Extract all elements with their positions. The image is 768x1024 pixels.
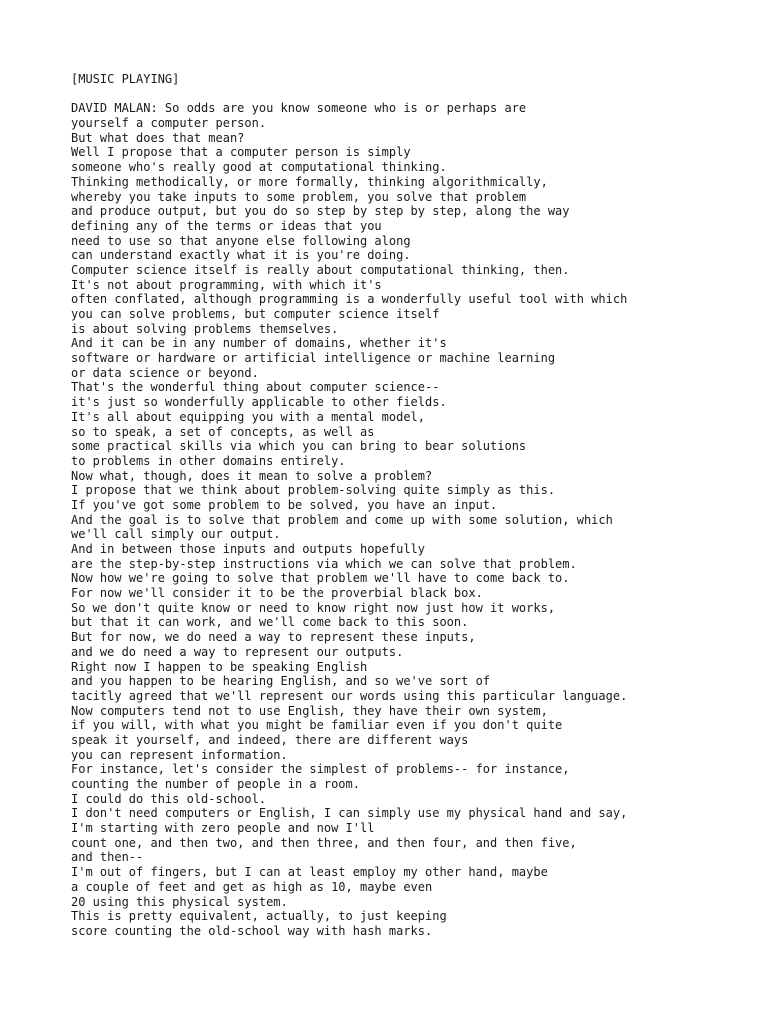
transcript-line: if you will, with what you might be familiar even if you don't quite	[71, 718, 563, 733]
transcript-line: For instance, let's consider the simplest of problems-- for instance,	[71, 762, 570, 777]
transcript-line: some practical skills via which you can bring to bear solutions	[71, 439, 527, 454]
transcript-line: [MUSIC PLAYING]	[71, 72, 180, 86]
transcript-line: And it can be in any number of domains, whether it's	[71, 336, 447, 351]
transcript-line: yourself a computer person.	[71, 116, 267, 131]
transcript-line: Computer science itself is really about computational thinking, then.	[71, 262, 570, 277]
transcript-line: That's the wonderful thing about computer science--	[71, 380, 440, 395]
transcript-line: but that it can work, and we'll come back to this soon.	[71, 615, 469, 630]
transcript-line: whereby you take inputs to some problem, you solve that problem	[71, 189, 527, 204]
transcript-line: so to speak, a set of concepts, as well as	[71, 424, 375, 439]
transcript-line: is about solving problems themselves.	[71, 321, 339, 336]
transcript-line: score counting the old-school way with hash marks.	[71, 923, 433, 938]
transcript-line: speak it yourself, and indeed, there are different ways	[71, 732, 469, 747]
transcript-line: and we do need a way to represent our outputs.	[71, 644, 404, 659]
transcript-line: But what does that mean?	[71, 130, 245, 145]
transcript-line: I could do this old-school.	[71, 791, 267, 806]
transcript-text	[71, 72, 627, 939]
transcript-line: Now how we're going to solve that problem we'll have to come back to.	[71, 571, 570, 586]
transcript-line: So we don't quite know or need to know right now just how it works,	[71, 600, 556, 615]
transcript-line: tacitly agreed that we'll represent our words using this particular language.	[71, 688, 628, 703]
transcript-line: to problems in other domains entirely.	[71, 453, 346, 468]
transcript-line: And in between those inputs and outputs hopefully	[71, 542, 426, 556]
transcript-line: For now we'll consider it to be the proverbial black box.	[71, 586, 483, 601]
transcript-line: can understand exactly what it is you're doing.	[71, 248, 411, 263]
transcript-line: count one, and then two, and then three, and then four, and then five,	[71, 835, 577, 850]
transcript-line: I'm out of fingers, but I can at least employ my other hand, maybe	[71, 865, 548, 880]
transcript-line	[71, 87, 627, 102]
transcript-line: Right now I happen to be speaking English	[71, 659, 368, 674]
transcript-line: This is pretty equivalent, actually, to just keeping	[71, 909, 447, 924]
transcript-line: I don't need computers or English, I can simply use my physical hand and say,	[71, 806, 628, 821]
transcript-line: need to use so that anyone else following along	[71, 233, 411, 248]
transcript-line: and you happen to be hearing English, and so we've sort of	[71, 674, 491, 689]
transcript-line: you can solve problems, but computer science itself	[71, 307, 440, 321]
transcript-line: It's not about programming, with which it's	[71, 277, 382, 292]
transcript-line: counting the number of people in a room.	[71, 777, 360, 791]
transcript-line: If you've got some problem to be solved, you have an input.	[71, 497, 498, 512]
transcript-line: I propose that we think about problem-solving quite simply as this.	[71, 483, 556, 498]
transcript-line: software or hardware or artificial intelligence or machine learning	[71, 351, 556, 366]
transcript-line: Thinking methodically, or more formally, thinking algorithmically,	[71, 174, 548, 189]
transcript-line: we'll call simply our output.	[71, 527, 281, 542]
transcript-line: or data science or beyond.	[71, 365, 259, 380]
transcript-line: a couple of feet and get as high as 10, maybe even	[71, 879, 433, 894]
transcript-line: Now computers tend not to use English, they have their own system,	[71, 703, 548, 718]
transcript-line: it's just so wonderfully applicable to other fields.	[71, 395, 447, 410]
transcript-line: I'm starting with zero people and now I'll	[71, 821, 375, 836]
transcript-line: And the goal is to solve that problem and come up with some solution, which	[71, 512, 613, 527]
transcript-line: 20 using this physical system.	[71, 894, 288, 909]
transcript-line: and produce output, but you do so step by step by step, along the way	[71, 204, 570, 219]
transcript-line: and then--	[71, 850, 144, 865]
transcript-line: Well I propose that a computer person is simply	[71, 145, 411, 160]
transcript-line: someone who's really good at computational thinking.	[71, 160, 447, 175]
transcript-line: often conflated, although programming is a wonderfully useful tool with which	[71, 292, 628, 307]
transcript-line: defining any of the terms or ideas that you	[71, 218, 382, 233]
transcript-line: you can represent information.	[71, 747, 288, 762]
transcript-line: are the step-by-step instructions via which we can solve that problem.	[71, 556, 577, 571]
transcript-line: DAVID MALAN: So odds are you know someone who is or perhaps are	[71, 101, 527, 116]
transcript-line: But for now, we do need a way to represent these inputs,	[71, 630, 476, 645]
transcript-line: Now what, though, does it mean to solve a problem?	[71, 468, 433, 483]
transcript-line: It's all about equipping you with a mental model,	[71, 409, 426, 424]
